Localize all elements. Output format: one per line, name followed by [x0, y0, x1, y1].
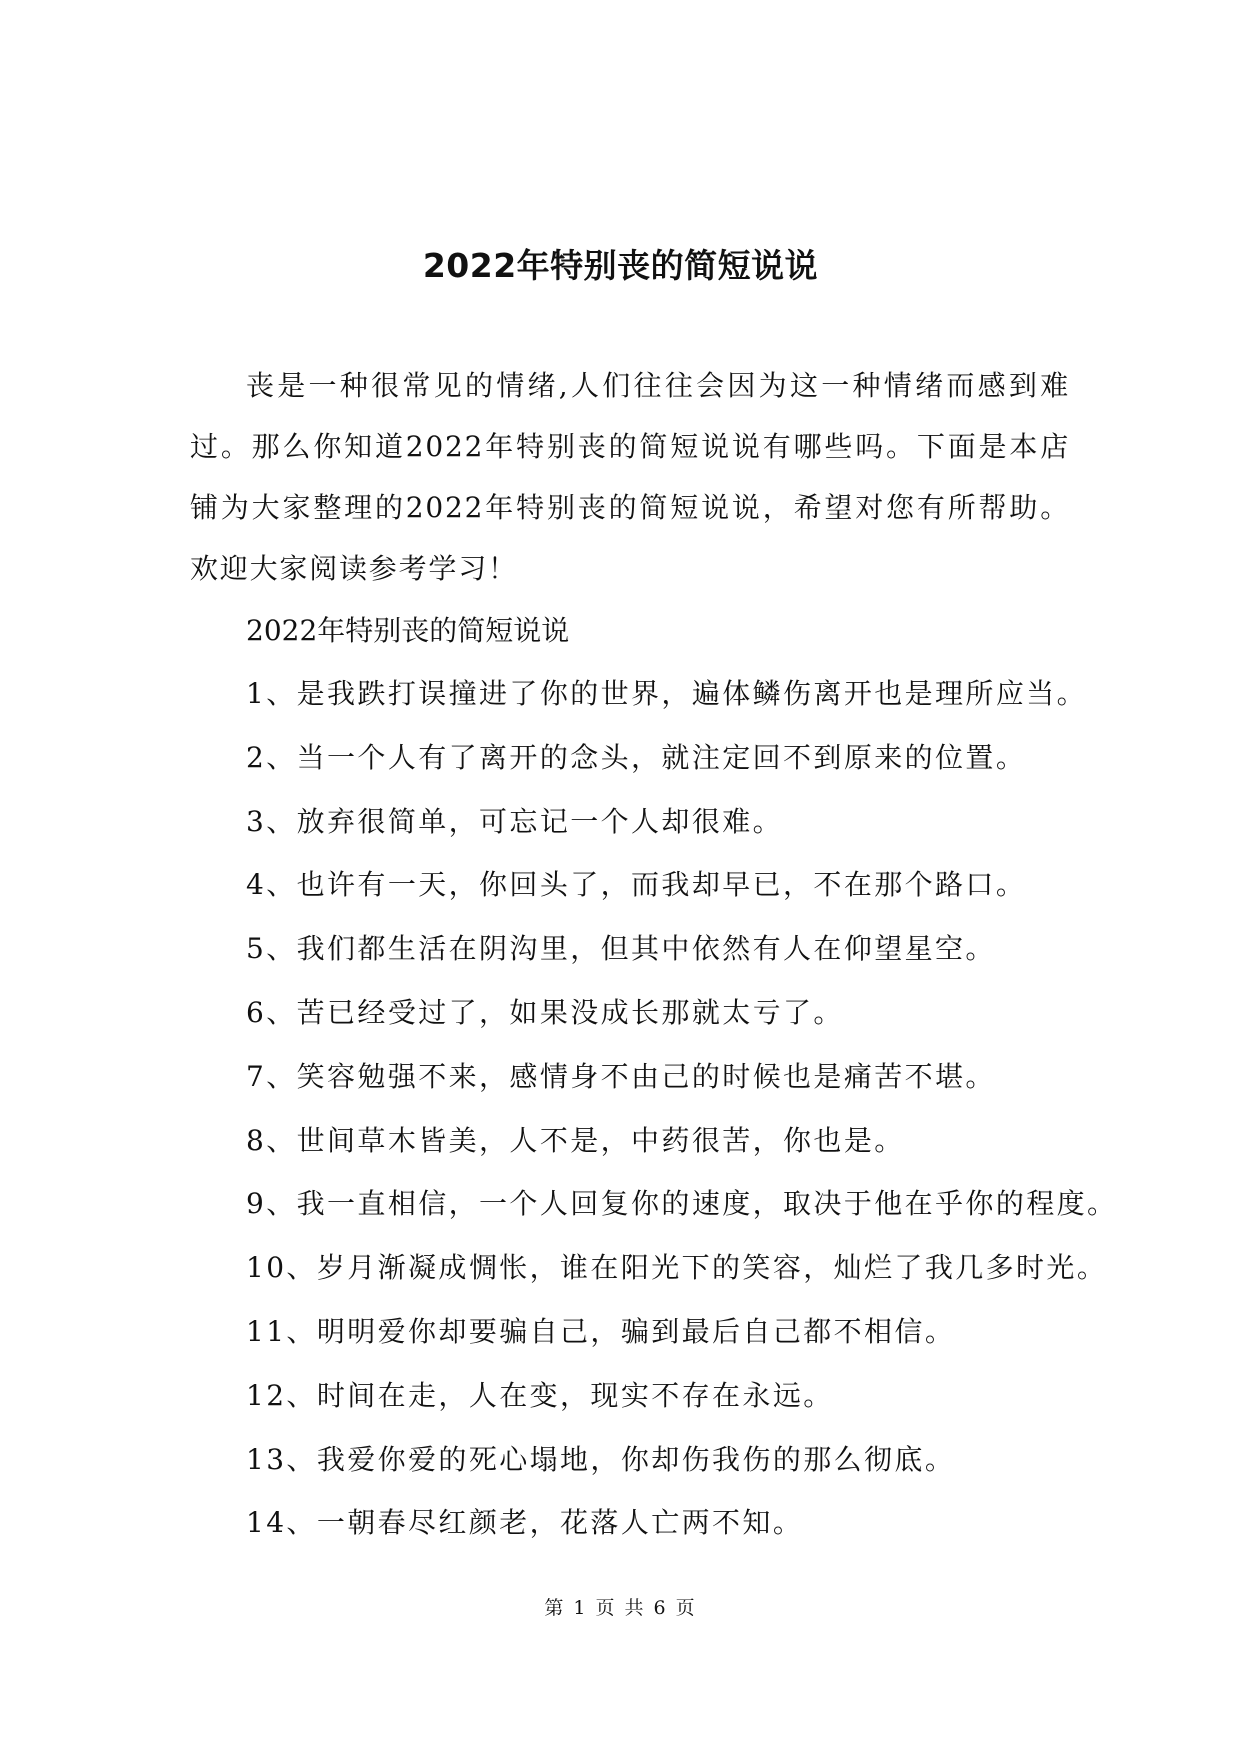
document-title: 2022年特别丧的简短说说 — [422, 246, 819, 286]
saying-item: 3、放弃很简单，可忘记一个人却很难。 — [246, 804, 784, 838]
saying-item: 12、时间在走，人在变，现实不存在永远。 — [246, 1378, 834, 1412]
intro-paragraph: 丧是一种很常见的情绪,人们往往会因为这一种情绪而感到难过。那么你知道2022年特别丧的简短说说有哪些吗。下面是本店铺为大家整理的2022年特别丧的简短说说，希望对您有所帮助。欢迎大家阅读参考学习！ — [190, 369, 1070, 585]
saying-item: 6、苦已经受过了，如果没成长那就太亏了。 — [246, 995, 844, 1029]
saying-item: 2、当一个人有了离开的念头，就注定回不到原来的位置。 — [246, 740, 1027, 774]
saying-item: 4、也许有一天，你回头了，而我却早已，不在那个路口。 — [246, 868, 1027, 902]
document-body — [190, 355, 1118, 1555]
section-subtitle: 2022年特别丧的简短说说 — [246, 614, 570, 647]
saying-item: 5、我们都生活在阴沟里，但其中依然有人在仰望星空。 — [246, 932, 996, 966]
saying-item: 7、笑容勉强不来，感情身不由己的时候也是痛苦不堪。 — [246, 1059, 996, 1093]
sayings-list — [190, 662, 1118, 1555]
saying-item: 9、我一直相信，一个人回复你的速度，取决于他在乎你的程度。 — [246, 1187, 1118, 1221]
saying-item: 11、明明爱你却要骗自己，骗到最后自己都不相信。 — [246, 1314, 956, 1348]
saying-item: 1、是我跌打误撞进了你的世界，遍体鳞伤离开也是理所应当。 — [246, 677, 1088, 710]
saying-item: 13、我爱你爱的死心塌地，你却伤我伤的那么彻底。 — [246, 1442, 956, 1476]
saying-item: 10、岁月渐凝成惆怅，谁在阳光下的笑容，灿烂了我几多时光。 — [246, 1251, 1108, 1285]
saying-item: 14、一朝春尽红颜老，花落人亡两不知。 — [246, 1506, 804, 1540]
saying-item: 8、世间草木皆美，人不是，中药很苦，你也是。 — [246, 1123, 905, 1157]
page-number-footer: 第 1 页 共 6 页 — [544, 1597, 697, 1619]
